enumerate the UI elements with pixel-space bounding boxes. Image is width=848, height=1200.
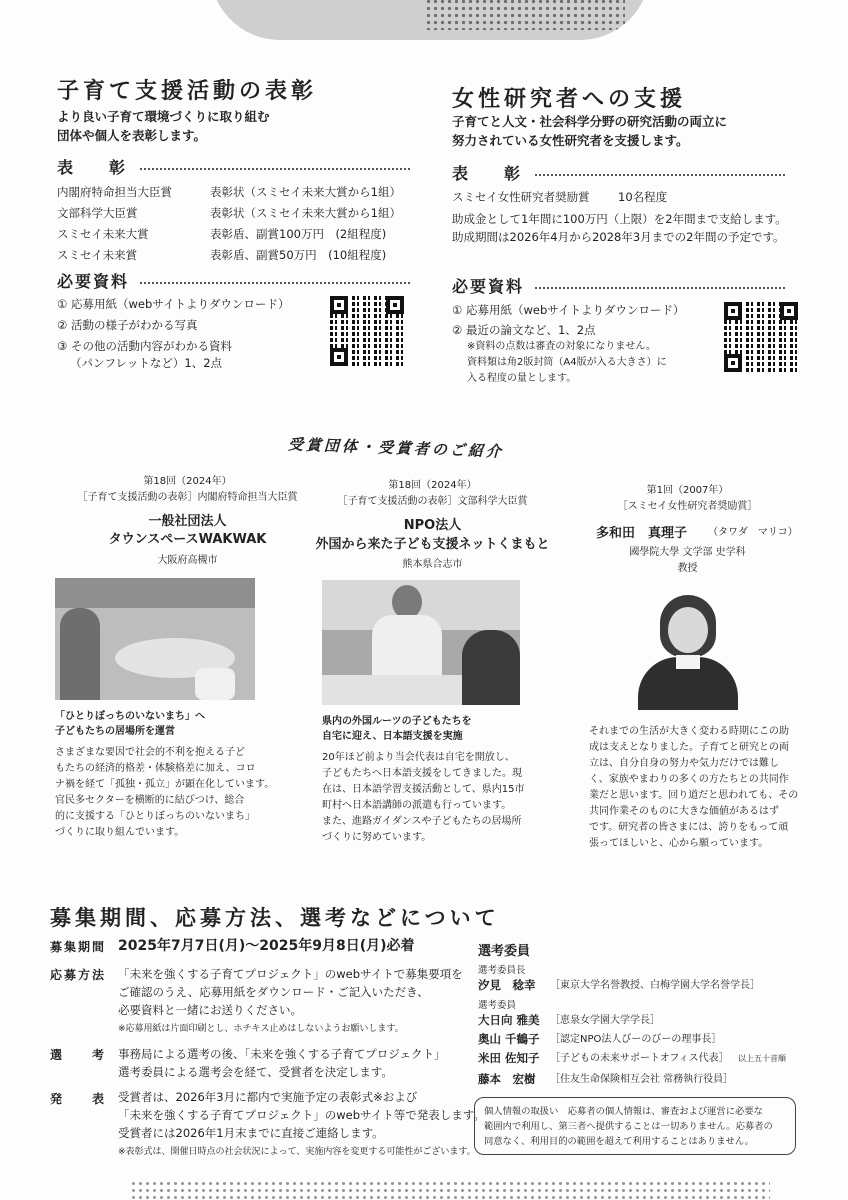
winner-text-line: 子どもたちへ日本語支援をしてきました。現 — [322, 768, 522, 779]
winner-text-line: 20年ほど前より当会代表は自宅を開放し、 — [322, 752, 515, 763]
researcher-lead-2: 努力されている女性研究者を支援します。 — [452, 133, 689, 148]
winner-name-2: タウンスペースWAKWAK — [108, 532, 267, 547]
winner-edition: 第18回（2024年） — [143, 476, 232, 487]
committee-member-affiliation: ［恵泉女学園大学学長］ — [550, 1015, 660, 1026]
winner-text-line: く、家族やまわりの多くの方たちとの共同作 — [589, 774, 789, 785]
support-award-lead-2: 団体や個人を表彰します。 — [57, 128, 207, 143]
winner-photo — [55, 578, 255, 700]
winner-caption: 子どもたちの居場所を運営 — [55, 726, 175, 737]
researcher-doc-item: ② 最近の論文など、1、2点 — [452, 323, 596, 337]
winners-heading: 受賞団体・受賞者のご紹介 — [287, 435, 505, 461]
support-docs-heading: 必要資料 — [57, 272, 130, 291]
winner-name-1: NPO法人 — [403, 518, 462, 533]
winner-name-1: 一般社団法人 — [148, 514, 227, 529]
winner-text-line: 立は、自分自身の努力や気力だけでは難し — [589, 758, 779, 769]
winner-text-line: づくりに取り組んでいます。 — [55, 827, 185, 838]
committee-member-affiliation: ［住友生命保険相互会社 常務執行役員］ — [550, 1074, 734, 1085]
winner-text-line: 町村へ日本語講師の派遣も行っています。 — [322, 800, 512, 811]
winner-reading: （タワダ マリコ） — [708, 527, 798, 538]
top-decoration — [210, 0, 650, 40]
committee-member-name: 奥山 千鶴子 — [478, 1032, 540, 1046]
divider — [535, 287, 785, 289]
winner-affiliation: 國學院大學 文学部 史学科 — [629, 547, 746, 558]
committee-chair-affiliation: ［東京大学名誉教授、白梅学園大学名誉学長］ — [550, 980, 760, 991]
method-note: ※応募用紙は片面印刷とし、ホチキス止めはしないようお願いします。 — [118, 1024, 404, 1034]
committee-member-name: 大日向 雅美 — [478, 1013, 540, 1027]
committee-chair-name: 汐見 稔幸 — [478, 978, 536, 992]
researcher-award-count: 10名程度 — [618, 190, 668, 204]
winner-portrait — [618, 585, 758, 710]
committee-chair-label: 選考委員長 — [478, 965, 526, 976]
announce-line: 「未来を強くする子育てプロジェクト」のwebサイト等で発表します。 — [118, 1108, 485, 1122]
privacy-line: 同意なく、利用目的の範囲を超えて利用することはありません。 — [484, 1136, 754, 1147]
winner-text-line: 的に支援する「ひとりぼっちのいないまち」 — [55, 811, 255, 822]
researcher-grant-line: 助成期間は2026年4月から2028年3月までの2年間の予定です。 — [452, 230, 785, 244]
announce-line: 受賞者は、2026年3月に都内で実施予定の表彰式※および — [118, 1090, 418, 1104]
selection-line: 事務局による選考の後、「未来を強くする子育てプロジェクト」 — [118, 1047, 446, 1061]
committee-member-affiliation: ［子どもの未来サポートオフィス代表］ — [550, 1053, 729, 1064]
winner-text-line: 業だと思います。回り道だと思われても、その — [589, 790, 799, 801]
divider — [535, 174, 785, 176]
committee-members-label: 選考委員 — [478, 1000, 517, 1011]
support-award-lead-1: より良い子育て環境づくりに取り組む — [57, 109, 270, 124]
winner-position: 教授 — [677, 563, 698, 574]
winner-category: ［子育て支援活動の表彰］内閣府特命担当大臣賞 — [77, 492, 298, 503]
committee-member-name: 藤本 宏樹 — [478, 1072, 536, 1086]
support-award-title: 子育て支援活動の表彰 — [57, 79, 318, 104]
support-doc-item: ② 活動の様子がわかる写真 — [57, 318, 198, 332]
researcher-awards-heading: 表 彰 — [452, 164, 531, 183]
announce-label: 発 表 — [50, 1092, 107, 1106]
researcher-support-title: 女性研究者への支援 — [452, 87, 687, 112]
divider — [140, 168, 410, 170]
winner-name-2: 外国から来た子ども支援ネットくまもと — [315, 537, 550, 552]
qr-code-icon[interactable] — [330, 296, 404, 366]
researcher-lead-1: 子育てと人文・社会科学分野の研究活動の両立に — [452, 114, 728, 129]
winner-caption: 「ひとりぼっちのいないまち」へ — [55, 711, 205, 722]
period-label: 募集期間 — [50, 940, 107, 954]
support-award-detail: 表彰状（スミセイ未来大賞から1組） — [210, 185, 401, 199]
support-award-name: スミセイ未来賞 — [57, 248, 138, 262]
winner-text-line: また、進路ガイダンスや子どもたちの居場所 — [322, 816, 522, 827]
researcher-award-name: スミセイ女性研究者奨励賞 — [452, 190, 590, 204]
privacy-line: 範囲内で利用し、第三者へ提供することは一切ありません。応募者の — [484, 1121, 773, 1132]
method-label: 応募方法 — [50, 968, 107, 982]
winner-edition: 第18回（2024年） — [388, 480, 477, 491]
researcher-doc-item: ① 応募用紙（webサイトよりダウンロード） — [452, 303, 685, 317]
method-line: 必要資料と一緒にお送りください。 — [118, 1003, 302, 1017]
winner-caption: 自宅に迎え、日本語支援を実施 — [322, 731, 463, 742]
winner-location: 大阪府高槻市 — [157, 555, 218, 566]
support-doc-item: （パンフレットなど）1、2点 — [70, 356, 223, 370]
support-award-detail: 表彰状（スミセイ未来大賞から1組） — [210, 206, 401, 220]
committee-member-name: 米田 佐知子 — [478, 1051, 540, 1065]
support-award-detail: 表彰盾、副賞50万円 (10組程度) — [210, 248, 387, 262]
winner-category: ［スミセイ女性研究者奨励賞］ — [617, 501, 758, 512]
researcher-doc-note: 資料類は角2版封筒（A4版が入る大きさ）に — [467, 357, 667, 368]
support-award-name: スミセイ未来大賞 — [57, 227, 149, 241]
winner-text-line: づくりに努めています。 — [322, 832, 432, 843]
support-awards-heading: 表 彰 — [57, 158, 136, 177]
selection-label: 選 考 — [50, 1048, 107, 1062]
researcher-grant-line: 助成金として1年間に100万円（上限）を2年間まで支給します。 — [452, 212, 787, 226]
winner-name-1: 多和田 真理子 — [596, 526, 688, 541]
divider — [140, 282, 410, 284]
winner-edition: 第1回（2007年） — [646, 485, 729, 496]
method-line: 「未来を強くする子育てプロジェクト」のwebサイトで募集要項を — [118, 967, 463, 981]
support-doc-item: ① 応募用紙（webサイトよりダウンロード） — [57, 297, 290, 311]
method-line: ご確認のうえ、応募用紙をダウンロード・ご記入いただき、 — [118, 985, 429, 999]
selection-line: 選考委員による選考会を経て、受賞者を決定します。 — [118, 1065, 393, 1079]
privacy-line: 個人情報の取扱い 応募者の個人情報は、審査および運営に必要な — [484, 1106, 763, 1117]
bottom-decoration — [130, 1180, 770, 1200]
announce-note: ※表彰式は、開催日時点の社会状況によって、実施内容を変更する可能性がございます。 — [118, 1147, 476, 1157]
period-value: 2025年7月7日(月)〜2025年9月8日(月)必着 — [118, 938, 415, 954]
winner-text-line: 張ってほしいと、心から願っています。 — [589, 838, 769, 849]
winner-text-line: です。研究者の皆さまには、誇りをもって頑 — [589, 822, 789, 833]
winner-photo — [322, 580, 520, 705]
committee-member-affiliation: ［認定NPO法人びーのびーの理事長］ — [550, 1034, 722, 1045]
winner-text-line: 成は支えとなりました。子育てと研究との両 — [589, 742, 789, 753]
winner-caption: 県内の外国ルーツの子どもたちを — [322, 716, 472, 727]
winner-text-line: 在は、日本語学習支援活動として、県内15市 — [322, 784, 525, 795]
winner-text-line: 共同作業そのものに大きな価値があるはず — [589, 806, 779, 817]
support-award-name: 内閣府特命担当大臣賞 — [57, 185, 172, 199]
researcher-docs-heading: 必要資料 — [452, 277, 525, 296]
qr-code-icon[interactable] — [724, 302, 798, 372]
announce-line: 受賞者には2026年1月末までに直接ご連絡します。 — [118, 1126, 384, 1140]
winner-text-line: ナ禍を経て「孤独・孤立」が顕在化しています。 — [55, 779, 275, 790]
researcher-doc-note: 入る程度の量とします。 — [467, 373, 577, 384]
support-award-name: 文部科学大臣賞 — [57, 206, 138, 220]
recruitment-heading: 募集期間、応募方法、選考などについて — [50, 906, 500, 930]
committee-heading: 選考委員 — [478, 944, 531, 959]
winner-text-line: 官民多セクターを横断的に結びつけ、総合 — [55, 795, 245, 806]
winner-text-line: それまでの生活が大きく変わる時期にこの助 — [589, 726, 789, 737]
researcher-doc-note: ※資料の点数は審査の対象になりません。 — [467, 341, 656, 352]
support-doc-item: ③ その他の活動内容がわかる資料 — [57, 339, 232, 353]
winner-text-line: さまざまな要因で社会的不利を抱える子ど — [55, 747, 245, 758]
winner-text-line: もたちの経済的格差・体験格差に加え、コロ — [55, 763, 256, 774]
winner-category: ［子育て支援活動の表彰］文部科学大臣賞 — [337, 496, 528, 507]
committee-order-note: 以上五十音順 — [738, 1054, 786, 1063]
winner-location: 熊本県合志市 — [402, 559, 463, 570]
support-award-detail: 表彰盾、副賞100万円 (2組程度) — [210, 227, 387, 241]
